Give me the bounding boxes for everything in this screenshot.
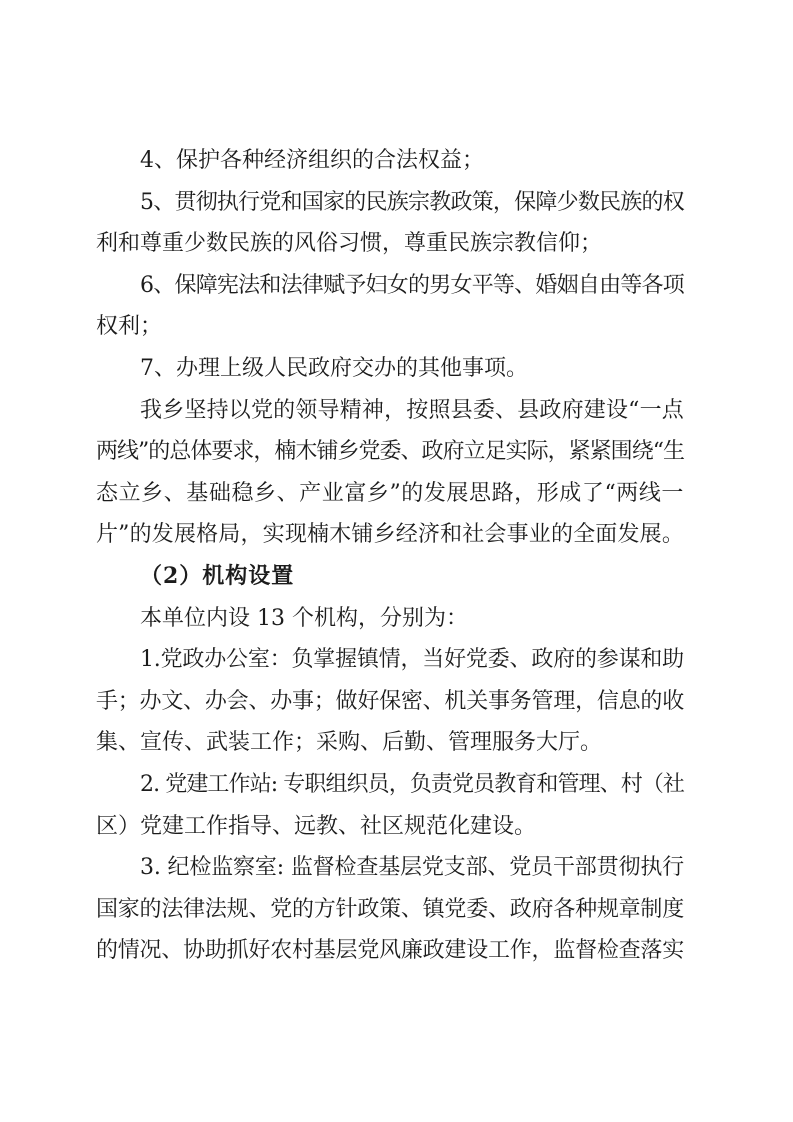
text-run: 区）党建工作指导、远教、社区规范化建设。 bbox=[96, 813, 537, 839]
text-run: 我乡坚持以党的领导精神，按照县委、县政府建设“一点 bbox=[140, 397, 684, 423]
text-run: 本单位内设 13 个机构，分别为： bbox=[140, 605, 468, 631]
text-run: 的情况、协助抓好农村基层党风廉政建设工作，监督检查落实 bbox=[96, 938, 684, 964]
text-line bbox=[96, 806, 684, 848]
text-line bbox=[96, 390, 684, 432]
section-heading bbox=[96, 556, 684, 598]
text-line bbox=[96, 847, 684, 889]
text-run: 3. 纪检监察室: 监督检查基层党支部、党员干部贯彻执行 bbox=[140, 855, 685, 881]
paragraph bbox=[96, 764, 684, 847]
text-run: 1.党政办公室：负掌握镇情，当好党委、政府的参谋和助 bbox=[140, 647, 684, 673]
text-run: 态立乡、基础稳乡、产业富乡”的发展思路，形成了“两线一 bbox=[96, 480, 684, 506]
text-run: 权利； bbox=[96, 314, 163, 340]
text-line bbox=[96, 348, 684, 390]
text-line bbox=[96, 514, 684, 556]
text-line bbox=[96, 182, 684, 224]
text-line bbox=[96, 764, 684, 806]
text-line bbox=[96, 306, 684, 348]
paragraph bbox=[96, 847, 684, 972]
text-line bbox=[96, 140, 684, 182]
text-run: 手；办文、办会、办事；做好保密、机关事务管理，信息的收 bbox=[96, 688, 684, 714]
text-line bbox=[96, 930, 684, 972]
text-run: 4、保护各种经济组织的合法权益； bbox=[140, 148, 484, 173]
text-run: 国家的法律法规、党的方针政策、镇党委、政府各种规章制度 bbox=[96, 896, 684, 922]
text-line bbox=[96, 473, 684, 515]
text-line bbox=[96, 722, 684, 764]
text-run: 利和尊重少数民族的风俗习惯，尊重民族宗教信仰； bbox=[96, 231, 603, 257]
section bbox=[96, 556, 684, 598]
paragraph bbox=[96, 390, 684, 556]
paragraph bbox=[96, 598, 684, 640]
text-line bbox=[96, 598, 684, 640]
document-content bbox=[96, 140, 684, 972]
text-line bbox=[96, 889, 684, 931]
text-run: 2. 党建工作站: 专职组织员，负责党员教育和管理、村（社 bbox=[140, 771, 684, 797]
text-run: 集、宣传、武装工作；采购、后勤、管理服务大厅。 bbox=[96, 730, 603, 756]
text-run: 5、贯彻执行党和国家的民族宗教政策，保障少数民族的权 bbox=[140, 189, 684, 215]
text-run: 片”的发展格局，实现楠木铺乡经济和社会事业的全面发展。 bbox=[96, 522, 684, 548]
text-run: 6、保障宪法和法律赋予妇女的男女平等、婚姻自由等各项 bbox=[140, 272, 684, 298]
text-line bbox=[96, 431, 684, 473]
paragraph bbox=[96, 182, 684, 265]
text-line bbox=[96, 265, 684, 307]
paragraph bbox=[96, 265, 684, 348]
paragraph bbox=[96, 140, 684, 182]
text-line bbox=[96, 223, 684, 265]
text-run: 7、办理上级人民政府交办的其他事项。 bbox=[140, 355, 528, 381]
text-line bbox=[96, 681, 684, 723]
text-run: 两线”的总体要求，楠木铺乡党委、政府立足实际，紧紧围绕“生 bbox=[96, 439, 684, 465]
text-run: （2）机构设置 bbox=[140, 562, 295, 589]
paragraph bbox=[96, 348, 684, 390]
paragraph bbox=[96, 639, 684, 764]
text-line bbox=[96, 639, 684, 681]
